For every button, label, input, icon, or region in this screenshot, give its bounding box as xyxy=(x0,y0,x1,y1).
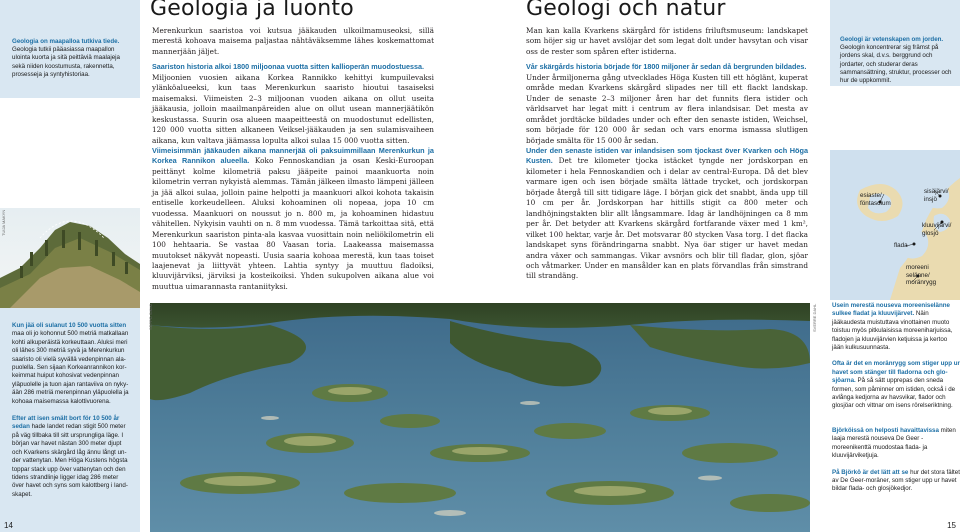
caption-fi-3: Björköissä on helposti havaittavissa miten laaja merestä nouseva De Geer -moreenikenttä muodostaa flada- ja kluuvijärviketjuja. xyxy=(832,426,956,460)
archipelago-illustration xyxy=(150,303,810,532)
body-text-sv: Man kan kalla Kvarkens skärgård för istidens friluftsmuseum: landskapet som höjer sig ur havet avslöjar det som legat dolt under havsytan och visar oss de rester som spåren efter istiderna. Vår skärgårds historia började för 1800 miljoner år sedan då bergrunden bildades. Under årmiljonerna gång utvecklades Höga Kusten till ett höglänt, kuperat område medan Kvarkens skärgård slipades ner till ett flackt landskap. Under de senaste 2–3 miljoner åren har det funnits flera istider och världsarvet har legat mitt i centrum av flera inlandsisar. Det mesta av området jordtäcke bildades under och efter den senaste istiden, Weichsel, som började för 120 000 år sedan och vars enorma ismassa slutligen började smälta för 15 000 år sedan. Under den senaste istiden var inlandsisen som tjockast över Kvarken och Höga Kusten. Det tre kilometer tjocka istäcket tyngde ner jordskorpan en kilometer i hela Fennoskandien och i delar av central-Europa. Då det blev varmare igen och isen började smälta lättade trycket, och jordskorpan började återgå till sitt tidigare läge. I början gick det snabbt, ända upp till 10 cm per år. Jordskorpan har hittills stigit ca 800 meter och landhöjningstakten blir allt långsammare. Idag är landhöjningen ca 8 mm per år. Det betyder att Kvarkens skärgård fortfarande växer med 1 km², vilket 100 hektar, varje år. Det motsvarar 80 stycken Vasa torg. I det flacka landskapet syns förändringarna snabbt. Nya öar stiger ur havet medan andra växer och sammangas. Vikar avsnörs och blir till fladar, glon, sjöar och våtmarker. Under en mansålder kan en plats förvandlas från simstrand till strandäng. xyxy=(526,26,808,281)
page-number-left: 14 xyxy=(4,521,13,530)
caption-fi-2: Usein merestä nouseva moreeniselänne sulkee fladat ja kluuvijärvet. Näin jääkaudesta muistuttava vinottainen muoto toistuu myös pitkulaisissa moreeniharjuissa, fladojen ja kluuvijärvien ketjuissa ja kertoo jään kulkusuunnasta. xyxy=(832,302,953,352)
moraine-diagram xyxy=(830,150,960,300)
info-box-sv: Geologi är vetenskapen om jorden. Geologin koncentrerar sig främst på jordens skal, d.v.s. berggrund och jordarter, och studerar deras sammansättning, struktur, processer och hur de uppkommit. xyxy=(830,0,960,86)
caption-sv-3: På Björkö är det lätt att se hur det stora fältet av De Geer-moräner, som stiger upp ur havet bildar flada- och glosjökedjor. xyxy=(832,468,960,493)
subheading-sv-1: Vår skärgårds historia började för 1800 miljoner år sedan då bergrunden bildades. xyxy=(526,62,807,72)
subheading-fi-1: Saariston historia alkoi 1800 miljoonaa vuotta sitten kallioperän muodostuessa. xyxy=(152,62,425,72)
info-box-sv-heading: Geologi är vetenskapen om jorden. xyxy=(840,36,944,43)
label-kluuvijarvi: kluuvijärvi/ glosjö xyxy=(922,222,952,237)
page-title-right: Geologi och natur xyxy=(526,0,726,21)
label-esiaste: esiaste/ föntasdium xyxy=(860,192,891,207)
body-text-fi: Merenkurkun saaristoa voi kutsua jääkauden ulkoilmamuseoksi, sillä merestä kohoava maisema paljastaa nähtäväksemme lähes koskemattomat mannerjään jäljet. Saariston historia alkoi 1800 miljoonaa vuotta sitten kallioperän muodostuessa. Miljoonien vuosien aikana Korkea Rannikko kehittyi kumpuilevaksi ylänköalueeksi, kun taas Merenkurkun saaristo hioutui tasaiseksi maisemaksi. Viimeisten 2–3 miljoonan vuoden aikana on ollut useita jääkausia, jolloin maailmanpäreiden alue on ollut usean mannerjäätikön keskustassa. Suurin osa alueen maapeitteestä on muodostunut edellisten, 120 000 vuotta sitten alkaneen Veiksel-jääkauden ja sen sulamisvaiheen aikana, kun valtava jäämassa lopulta alkoi sulaa 15 000 vuotta sitten. Viimeisimmän jääkauden aikana mannerjää oli paksuimmillaan Merenkurkun ja Korkea Rannikon alueella. Koko Fennoskandian ja osan Keski-Euroopan peittänyt kolme kilometriä paksu jääpeite painoi maankuorta noin kilometrin verran nykyistä alemmas. Tämän jälkeen ilmasto lämpeni jälleen ja jää alkoi sulaa, jolloin paine helpotti ja maankuori alkoi kohota takaisin entiselle korkeudelleen. Aluksi kohoaminen oli nopeaa, jopa 10 cm vuodessa. Maankuori on noussut jo n. 800 m, ja kohoaminen hidastuu vähitellen. Nykyisin vauhti on n. 8 mm vuodessa. Tämä tarkoittaa sitä, että Merenkurkun saariston pinta-ala kasvaa vuosittain noin neliökilometrin eli 100 hehtaaria. Se vastaa 80 Vaasan toria. Laakeassa maisemassa muutokset näkyvät nopeasti. Uusia saaria kohoaa merestä, kun taas toiset laajenevat ja liittyvät yhteen. Lahtia syntyy ja muuttuu fladoiksi, kluuvijärviksi, järviksi ja kosteikoiksi. Yhden sukupolven aikana alue voi muuttua uimarannasta rantaniityksi. xyxy=(152,26,434,291)
label-moreeni: moreeni selänne/ moränrygg xyxy=(906,264,937,286)
caption-fi-1: Kun jää oli sulanut 10 500 vuotta sitten maa oli jo kohonnut 500 metriä matkallaan kohti alkuperäistä korkeuttaan. Aluksi meri oli lähes 300 metriä syvä ja Merenkurkun saaristo oli vielä syvällä vedenpinnan alapuolella. Sen sijaan Korkeanrannikon korkeimmat huiput kohosivat vedenpinnan yläpuolelle ja tuon ajan rantaviiva on nykyään 286 metriä merenpinnan yläpuolella ja kohoaa maisemassa kalottivuorena. xyxy=(12,322,129,405)
photo-credit-3: SVERRE DAHL xyxy=(812,303,817,332)
subheading-sv-2: Under den senaste istiden var inlandsisen som tjockast över Kvarken och Höga Kusten. xyxy=(526,145,808,166)
forest-hill-illustration xyxy=(0,208,140,308)
info-box-fi-text: Geologia on maapalloa tutkiva tiede. Geologia tutkii pääasiassa maapallon ulointa kuorta ja sitä peittäviä maalajeja sekä niiden koostumusta, rakennetta, prosesseja ja syntyhistoriaa. xyxy=(12,38,121,78)
photo-credit-1: TUIJA MAKYN xyxy=(1,209,6,236)
page-title-left: Geologia ja luonto xyxy=(150,0,354,21)
label-sisajarvi: sisäjärvi/ insjö xyxy=(924,188,949,203)
photo-credit-2: SEPPO SIKIKI xyxy=(148,303,153,330)
page-number-right: 15 xyxy=(947,521,956,530)
label-flada: flada xyxy=(894,242,908,249)
subheading-fi-2: Viimeisimmän jääkauden aikana mannerjää oli paksuimmillaan Merenkurkun ja Korkea Rannikon alueella. xyxy=(152,145,434,166)
caption-box-left xyxy=(0,308,140,532)
info-box-fi xyxy=(0,0,140,98)
forest-hill-photo xyxy=(0,208,140,308)
caption-column-right xyxy=(832,302,960,494)
archipelago-aerial-photo xyxy=(150,303,810,532)
info-box-fi-heading: Geologia on maapalloa tutkiva tiede. xyxy=(12,38,120,45)
caption-sv-1: Efter att isen smält bort för 10 500 år sedan hade landet redan stigit 500 meter på väg tillbaka till sitt ursprungliga läge. I början var havet nästan 300 meter djupt och Kvarkens skärgård låg ännu långt under vattenytan. Men Höga Kustens högsta toppar stack upp över vattenytan och den tidens strandlinje ligger idag 286 meter över havet och syns som kalottberg i landskapet. xyxy=(12,415,128,498)
caption-sv-2: Ofta är det en moränrygg som stiger upp ur havet som stänger till fladorna och glosjöarna. På så sätt upprepas den sneda formen, som påminner om istiden, också i de avlånga kedjorna av havsvikar, flador och glosjöar och vittnar om isens rörelseriktning. xyxy=(832,360,960,410)
